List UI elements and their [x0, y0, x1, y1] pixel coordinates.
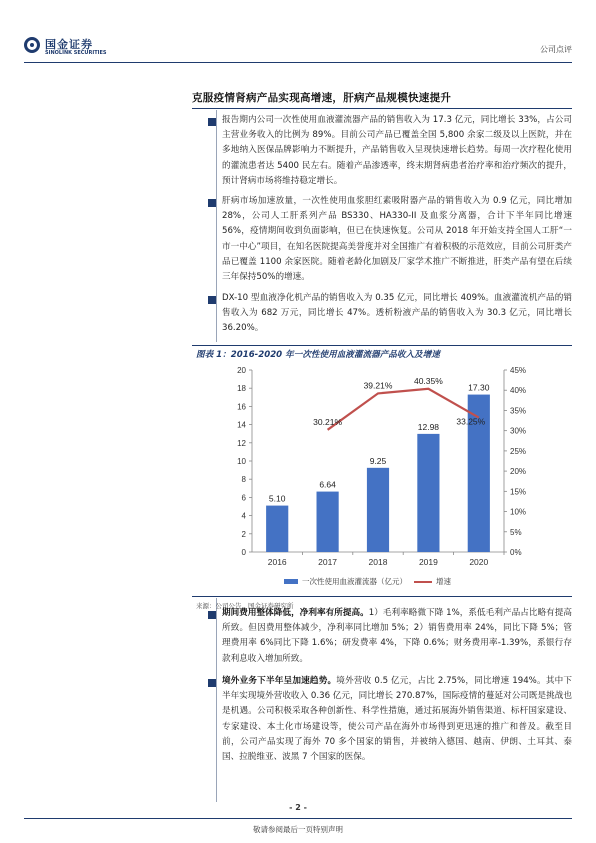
figure-top-rule	[192, 345, 572, 346]
figure-bottom-rule	[192, 596, 572, 597]
x-tick-label: 2016	[267, 557, 287, 567]
paragraph-overseas-body: 境外营收 0.5 亿元，占比 2.75%，同比增速 194%。其中下半年实现境外营收收入 0.36 亿元，同比增长 270.87%，国际疫情的蔓延对公司既是挑战也是机遇。公司积极采取各种创新性、科学性措施，通过拓展海外销售渠道、标杆国家建设、专家建设、本土化市场建设等，使公司产品在海外市场得到更迅速的推广和普及。截至目前，公司产品实现了海外 70 多个国家的销售，并被纳入德国、越南、伊朗、土耳其、泰国、拉脱维亚、波黑 7 个国家的医保。	[222, 676, 572, 763]
header-divider	[24, 62, 572, 63]
y-left-tick-label: 14	[237, 420, 246, 430]
chart	[192, 362, 572, 594]
y-left-tick-label: 2	[241, 529, 246, 539]
bar-data-label: 6.64	[319, 479, 336, 490]
bar-data-label: 9.25	[369, 455, 387, 466]
y-left-tick-label: 4	[241, 511, 246, 521]
bar	[266, 506, 288, 552]
bar-data-label: 5.10	[268, 493, 286, 504]
y-right-tick-label: 25%	[510, 446, 527, 456]
y-right-tick-label: 35%	[510, 406, 527, 416]
paragraph-expenses	[222, 606, 572, 667]
footer-divider	[24, 818, 572, 819]
bullet-square-icon	[208, 296, 216, 304]
x-tick-label: 2018	[368, 557, 388, 567]
paragraph-liver: 肝病市场加速放量，一次性使用血浆胆红素吸附器产品的销售收入为 0.9 亿元，同比增加 28%，公司人工肝系列产品 BS330、HA330-II 及血浆分离器，合计下半年同比增速 56%，疫情期间收到负面影响，但已在快速恢复。公司从 2018 年开始支持全国人工肝“一市一中心”项目，在知名医院提高美誉度并对全国推广有着积极的示范效应，目前公司肝类产品已覆盖 1100 余家医院。随着老龄化加剧及厂家学术推广不断推进，肝类产品有望在后续三年保持50%的增速。	[222, 196, 572, 283]
legend-swatch-bar	[284, 579, 298, 584]
section-title: 克服疫情肾病产品实现高增速，肝病产品规模快速提升	[192, 92, 452, 104]
document-type-label: 公司点评	[540, 45, 572, 54]
y-left-tick-label: 18	[237, 384, 246, 394]
y-left-tick-label: 8	[241, 475, 246, 485]
paragraph-expenses-lead: 期间费用整体降低，净利率有所提高。	[222, 608, 369, 618]
legend-label-line: 增速	[436, 577, 451, 586]
y-right-tick-label: 0%	[510, 548, 522, 557]
bar-data-label: 12.98	[417, 421, 440, 432]
bullet-square-icon	[208, 679, 216, 687]
paragraph-kidney: 报告期内公司一次性使用血液灌流器产品的销售收入为 17.3 亿元，同比增长 33%，占公司主营业务收入的比例为 89%。目前公司产品已覆盖全国 5,800 余家二级及以上医院，并在多地纳入医保品牌影响力不断提升，产品销售收入呈现快速增长趋势。每周一次疗程化使用的灌流患者达 5400 民左右。随着产品渗透率，终末期肾病患者治疗率和治疗频次的提升，预计肾病市场将维持稳定增长。	[222, 115, 572, 186]
bullet-square-icon	[208, 199, 216, 207]
y-right-tick-label: 10%	[510, 507, 527, 517]
y-right-tick-label: 20%	[510, 467, 527, 477]
logo-mark-icon	[24, 37, 40, 53]
growth-data-label: 39.21%	[363, 380, 393, 391]
legend-label-bar: 一次性使用血液灌流器（亿元）	[302, 577, 407, 586]
figure-source: 来源：公司公告，国金证券研究所	[196, 602, 294, 610]
bar	[367, 468, 389, 552]
bar-data-label: 17.30	[468, 382, 490, 393]
growth-data-label: 40.35%	[413, 375, 443, 386]
paragraph-devices: DX-10 型血液净化机产品的销售收入为 0.35 亿元，同比增长 409%。血液灌流机产品的销售收入为 682 万元，同比增长 47%。透析粉液产品的销售收入为 30.3 亿元，同比增长 36.20%。	[222, 293, 572, 334]
y-left-tick-label: 20	[237, 366, 246, 375]
y-left-tick-label: 16	[237, 402, 246, 412]
paragraph-overseas-lead: 境外业务下半年呈加速趋势。	[222, 676, 337, 686]
bar	[417, 434, 439, 552]
bar	[317, 492, 339, 552]
y-left-tick-label: 6	[241, 493, 246, 503]
y-right-tick-label: 5%	[510, 527, 522, 537]
y-left-tick-label: 10	[237, 457, 246, 466]
paragraph-expenses-body: 1）毛利率略微下降 1%，系低毛利产品占比略有提高所致。但因费用整体减少，净利率同比增加 5%；2）销售费用率 24%，同比下降 5%；管理费用率 6%同比下降 1.6%；研发费率 4%，下降 0.6%；财务费用率-1.39%，系银行存款利息收入增加所致。	[222, 608, 572, 664]
y-right-tick-label: 30%	[510, 426, 527, 436]
margin-line-top	[216, 110, 217, 342]
x-tick-label: 2020	[469, 557, 489, 567]
bullet-square-icon	[208, 118, 216, 126]
footer-disclaimer: 敬请参阅最后一页特别声明	[253, 825, 343, 834]
margin-line-bottom	[216, 598, 217, 802]
x-tick-label: 2017	[318, 557, 338, 567]
logo-text-en: SINOLINK SECURITIES	[45, 50, 107, 56]
logo-text-cn: 国金证券	[45, 38, 93, 51]
y-left-tick-label: 0	[241, 548, 246, 557]
figure-caption: 图表 1：2016-2020 年一次性使用血液灌流器产品收入及增速	[196, 350, 440, 360]
growth-data-label: 33.25%	[456, 416, 486, 427]
bullet-square-icon	[208, 611, 216, 619]
growth-data-label: 30.21%	[313, 416, 343, 427]
section-divider	[192, 108, 572, 109]
y-right-tick-label: 40%	[510, 386, 527, 396]
page-number: - 2 -	[289, 803, 307, 812]
y-right-tick-label: 45%	[510, 366, 527, 375]
x-tick-label: 2019	[418, 557, 438, 567]
y-right-tick-label: 15%	[510, 487, 527, 497]
y-left-tick-label: 12	[237, 438, 246, 448]
paragraph-overseas	[222, 674, 572, 765]
